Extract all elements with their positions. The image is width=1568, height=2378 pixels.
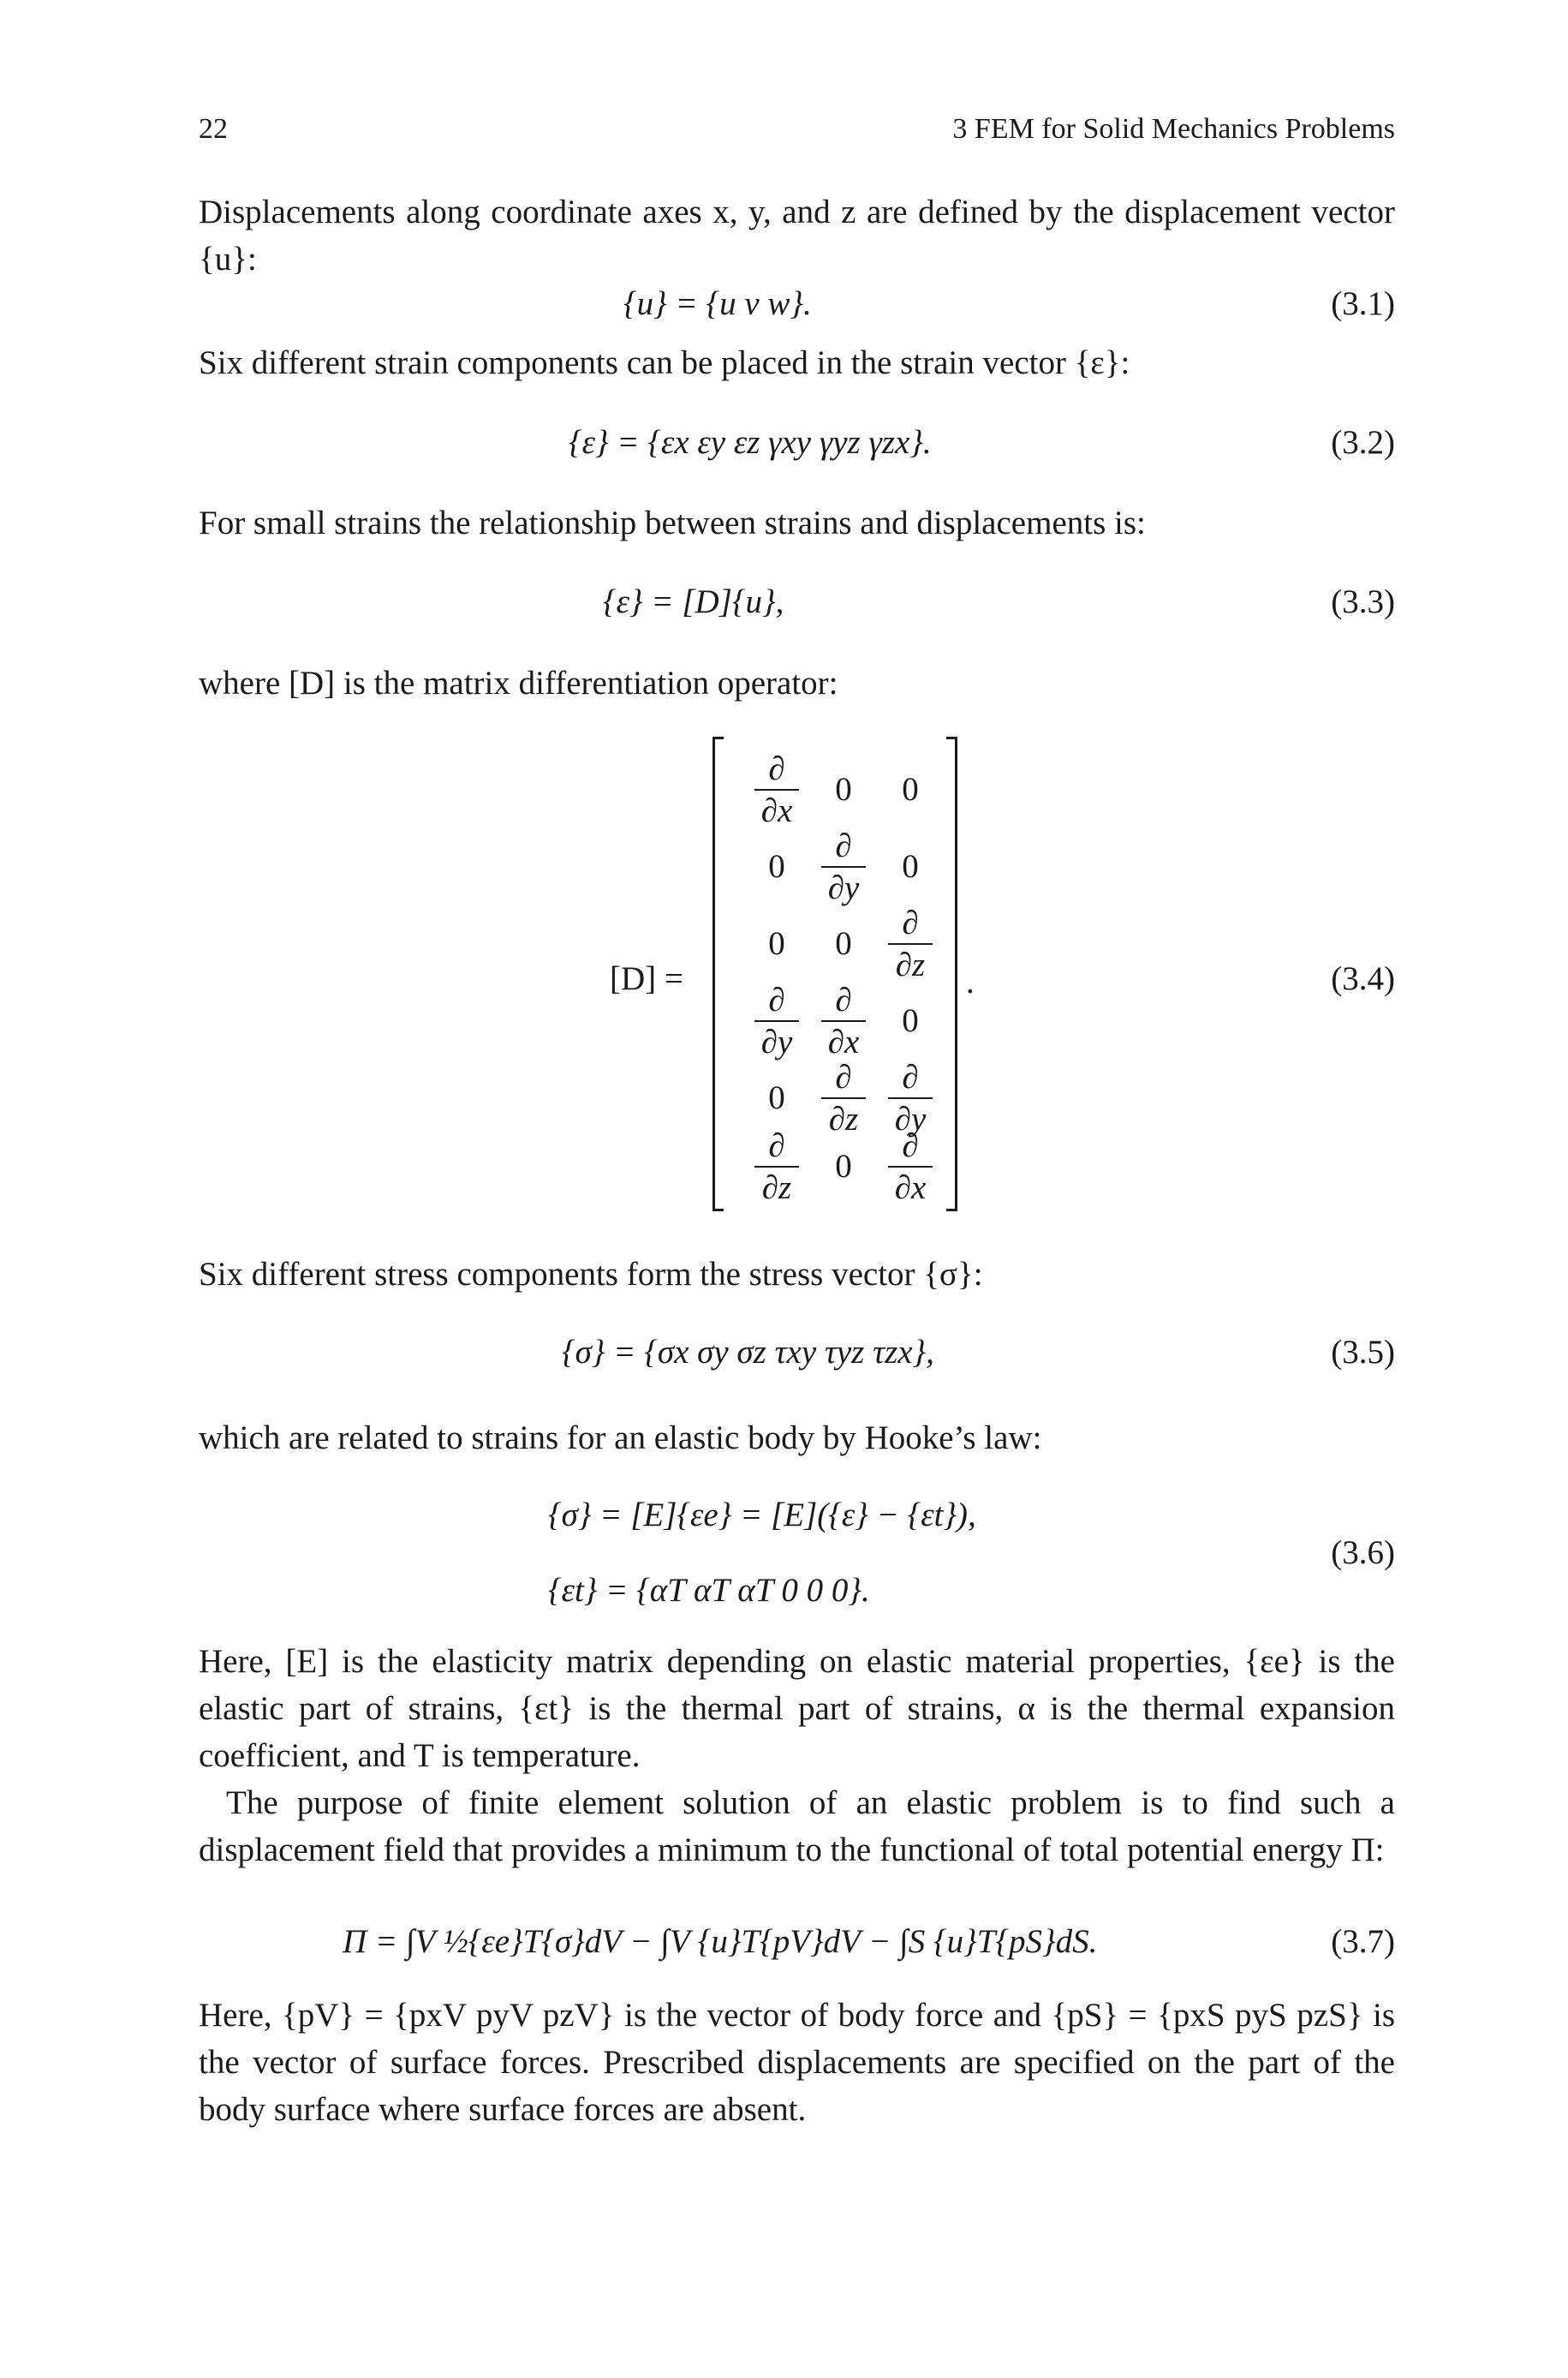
running-title: 3 FEM for Solid Mechanics Problems bbox=[952, 113, 1395, 145]
paragraph-body-forces: Here, {pV} = {pxV pyV pzV} is the vector of body force and {pS} = {pxS pyS pzS} is the vector of surface forces. Prescribed displacements are specified on the part of the body surface where surface forces are absent. bbox=[199, 1997, 1395, 2128]
matrix-cell: ∂ ∂z bbox=[814, 1061, 873, 1136]
equation-3-2 bbox=[199, 423, 1395, 475]
matrix-period: . bbox=[966, 964, 975, 1001]
paragraph-small-strains: For small strains the relationship between strains and displacements is: bbox=[199, 505, 1146, 541]
equation-number: (3.3) bbox=[1331, 583, 1395, 620]
paragraph-operator: where [D] is the matrix differentiation operator: bbox=[199, 665, 838, 702]
matrix-cell: ∂ ∂x bbox=[880, 1129, 940, 1204]
matrix-cell: ∂ ∂y bbox=[880, 1061, 940, 1136]
matrix-cell: 0 bbox=[902, 848, 919, 885]
equation-3-6-line-1: {σ} = [E]{εe} = [E]({ε} − {εt}), bbox=[548, 1497, 976, 1533]
equation-number: (3.6) bbox=[1331, 1534, 1395, 1571]
equation-number: (3.7) bbox=[1331, 1923, 1395, 1960]
equation-3-5-body: {σ} = {σx σy σz τxy τyz τzx}, bbox=[562, 1334, 934, 1371]
matrix-cell: ∂ ∂z bbox=[880, 906, 940, 982]
matrix-cell: 0 bbox=[768, 1079, 785, 1116]
matrix-cell: 0 bbox=[902, 771, 919, 808]
matrix-cell: 0 bbox=[835, 771, 852, 808]
equation-number: (3.4) bbox=[1331, 960, 1395, 997]
matrix-right-bracket bbox=[946, 737, 957, 1211]
equation-3-2-body: {ε} = {εx εy εz γxy γyz γzx}. bbox=[569, 424, 932, 461]
equation-3-3-body: {ε} = [D]{u}, bbox=[603, 583, 784, 620]
differentiation-matrix bbox=[712, 737, 957, 1206]
matrix-cell: ∂ ∂y bbox=[814, 829, 873, 905]
matrix-cell: ∂ ∂y bbox=[747, 983, 807, 1059]
equation-3-7-body: Π = ∫V ½{εe}T{σ}dV − ∫V {u}T{pV}dV − ∫S {u}T{pS}dS. bbox=[343, 1923, 1098, 1960]
equation-3-1 bbox=[199, 284, 1395, 336]
paragraph-potential-energy: The purpose of finite element solution of an elastic problem is to find such a displacement field that provides a minimum to the functional of total potential energy Π: bbox=[199, 1784, 1395, 1868]
equation-number: (3.1) bbox=[1331, 285, 1395, 322]
page-number: 22 bbox=[199, 113, 228, 145]
equation-3-5 bbox=[199, 1333, 1395, 1384]
equation-3-6-line-2: {εt} = {αT αT αT 0 0 0}. bbox=[548, 1572, 870, 1609]
matrix-cell: ∂ ∂z bbox=[747, 1129, 807, 1204]
paragraph-stress-vector: Six different stress components form the stress vector {σ}: bbox=[199, 1256, 983, 1293]
paragraph-elasticity-matrix: Here, [E] is the elasticity matrix depending on elastic material properties, {εe} is the elastic part of strains, {εt} is the thermal part of strains, α is the thermal expansion coefficient, and T is temperature. bbox=[199, 1643, 1395, 1774]
equation-number: (3.5) bbox=[1331, 1334, 1395, 1371]
matrix-cell: 0 bbox=[835, 1148, 852, 1185]
matrix-left-bracket bbox=[712, 737, 724, 1211]
equation-3-7 bbox=[199, 1919, 1395, 1970]
matrix-label: [D] = bbox=[610, 960, 683, 997]
matrix-cell: ∂ ∂x bbox=[814, 983, 873, 1059]
equation-number: (3.2) bbox=[1331, 424, 1395, 461]
equation-3-3 bbox=[199, 583, 1395, 634]
equation-3-1-body: {u} = {u v w}. bbox=[623, 285, 812, 322]
paragraph-hookes-law: which are related to strains for an elastic body by Hooke’s law: bbox=[199, 1419, 1042, 1456]
matrix-cell: 0 bbox=[768, 925, 785, 962]
matrix-cell: 0 bbox=[835, 925, 852, 962]
paragraph-displacements: Displacements along coordinate axes x, y, and z are defined by the displacement vector {u}: bbox=[199, 194, 1395, 278]
paragraph-strain-vector: Six different strain components can be placed in the strain vector {ε}: bbox=[199, 344, 1130, 381]
matrix-cell: 0 bbox=[902, 1002, 919, 1039]
matrix-cell: ∂ ∂x bbox=[747, 752, 807, 828]
matrix-cell: 0 bbox=[768, 848, 785, 885]
